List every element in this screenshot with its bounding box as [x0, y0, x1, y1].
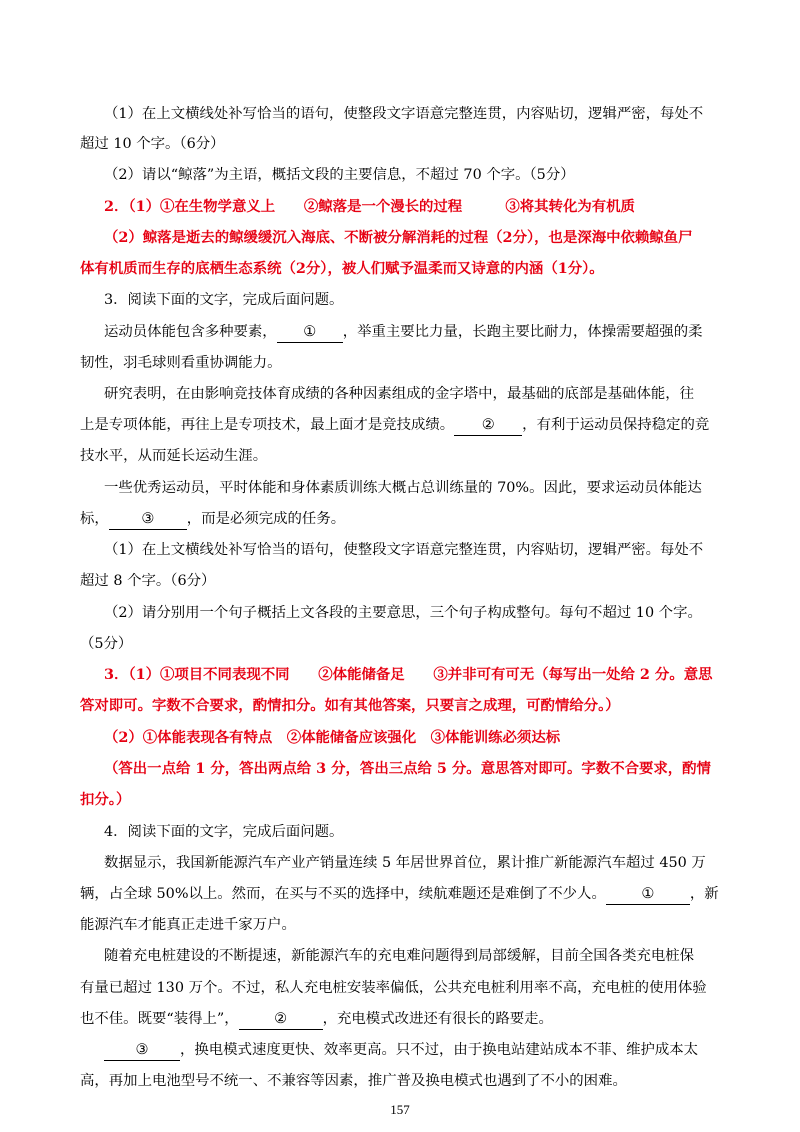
- q3-answer-2-note-line1: （答出一点给 1 分，答出两点给 3 分，答出三点给 5 分。意思答对即可。字数不合要求，酌情: [104, 760, 711, 777]
- q4-para3-text-b: ，换电模式速度更快、效率更高。只不过，由于换电站建站成本不菲、维护成本太: [180, 1042, 699, 1058]
- q4-blank-1: ①: [606, 884, 690, 905]
- q4-para3-line2: 高，再加上电池型号不统一、不兼容等因素，推广普及换电模式也遇到了不小的困难。: [80, 1073, 627, 1089]
- q2-sub1-line2: 超过 10 个字。（6分）: [80, 136, 225, 152]
- q3-para3-text-b: ，而是必须完成的任务。: [186, 511, 346, 527]
- q3-answer-1-line1: 3．（1）①项目不同表现不同 ②体能储备足 ③并非可有可无（每写出一处给 2 分。意思: [104, 666, 713, 683]
- q3-heading: 3．阅读下面的文字，完成后面问题。: [104, 292, 344, 308]
- q2-answer-2-line1: （2）鲸落是逝去的鲸缓缓沉入海底、不断被分解消耗的过程（2分），也是深海中依赖鲸鱼尸: [104, 229, 693, 246]
- q3-para2-line1: 研究表明，在由影响竞技体育成绩的各种因素组成的金字塔中，最基础的底部是基础体能，往: [104, 386, 695, 402]
- q3-para1-line1: [104, 322, 744, 343]
- q3-para1-text-b: ，举重主要比力量，长跑主要比耐力，体操需要超强的柔: [342, 324, 703, 340]
- q3-answer-2-note-line2: 扣分。）: [80, 791, 131, 808]
- q4-blank-2: ②: [239, 1009, 323, 1030]
- q3-answer-2: （2）①体能表现各有特点 ②体能储备应该强化 ③体能训练必须达标: [104, 729, 561, 746]
- q4-blank-3: ③: [104, 1040, 180, 1061]
- q2-answer-1: 2．（1）①在生物学意义上 ②鲸落是一个漫长的过程 ③将其转化为有机质: [104, 198, 635, 215]
- q3-para1-line2: 韧性，羽毛球则看重协调能力。: [80, 355, 282, 371]
- q2-sub2: （2）请以“鲸落”为主语，概括文段的主要信息，不超过 70 个字。（5分）: [104, 167, 575, 183]
- q3-para1-text-a: 运动员体能包含多种要素，: [104, 324, 277, 340]
- q4-para1-text-a: 辆，占全球 50%以上。然而，在买与不买的选择中，续航难题还是难倒了不少人。: [80, 886, 606, 902]
- q4-heading: 4．阅读下面的文字，完成后面问题。: [104, 824, 344, 840]
- q3-answer-1-line2: 答对即可。字数不合要求，酌情扣分。如有其他答案，只要言之成理，可酌情给分。）: [80, 697, 620, 714]
- q3-sub1-line1: （1）在上文横线处补写恰当的语句，使整段文字语意完整连贯，内容贴切，逻辑严密。每处不: [104, 542, 704, 558]
- q3-para3-line2: [80, 509, 740, 530]
- q3-para3-line1: 一些优秀运动员，平时体能和身体素质训练大概占总训练量的 70%。因此，要求运动员体能达: [104, 480, 702, 496]
- q4-para2-text-a: 也不佳。既要“装得上”，: [80, 1011, 239, 1027]
- q3-sub2-line2: （5分）: [80, 636, 133, 652]
- q2-sub1-line1: （1）在上文横线处补写恰当的语句，使整段文字语意完整连贯，内容贴切，逻辑严密，每处不: [104, 106, 704, 122]
- q3-para2-text-a: 上是专项体能，再往上是专项技术，最上面才是竞技成绩。: [80, 417, 455, 433]
- q4-para3-line1: [104, 1040, 744, 1061]
- q4-para1-line2: [80, 884, 740, 905]
- q3-blank-3: ③: [109, 509, 187, 530]
- q3-blank-1: ①: [277, 322, 343, 343]
- q4-para2-line1: 随着充电桩建设的不断提速，新能源汽车的充电难问题得到局部缓解，目前全国各类充电桩保: [104, 948, 695, 964]
- q4-para2-text-b: ，充电模式改进还有很长的路要走。: [322, 1011, 553, 1027]
- q3-para2-text-b: ，有利于运动员保持稳定的竞: [522, 417, 710, 433]
- q4-para1-line1: 数据显示，我国新能源汽车产业产销量连续 5 年居世界首位，累计推广新能源汽车超过 450 万: [104, 855, 706, 871]
- q3-para2-line2: [80, 415, 740, 436]
- q2-answer-2-line2: 体有机质而生存的底栖生态系统（2分），被人们赋予温柔而又诗意的内涵（1分）。: [80, 260, 604, 277]
- q3-sub1-line2: 超过 8 个字。（6分）: [80, 573, 216, 589]
- page-number: 157: [390, 1102, 410, 1117]
- q4-para1-line3: 能源汽车才能真正走进千家万户。: [80, 917, 296, 933]
- q4-para2-line3: [80, 1009, 740, 1030]
- q3-para2-line3: 技水平，从而延长运动生涯。: [80, 448, 268, 464]
- q3-sub2-line1: （2）请分别用一个句子概括上文各段的主要意思，三个句子构成整句。每句不超过 10 个字。: [104, 605, 702, 621]
- q3-para3-text-a: 标，: [80, 511, 109, 527]
- q4-para1-text-b: ，新: [689, 886, 719, 902]
- q4-para2-line2: 有量已超过 130 万个。不过，私人充电桩安装率偏低，公共充电桩利用率不高，充电桩的使用体验: [80, 980, 707, 996]
- q3-blank-2: ②: [454, 415, 522, 436]
